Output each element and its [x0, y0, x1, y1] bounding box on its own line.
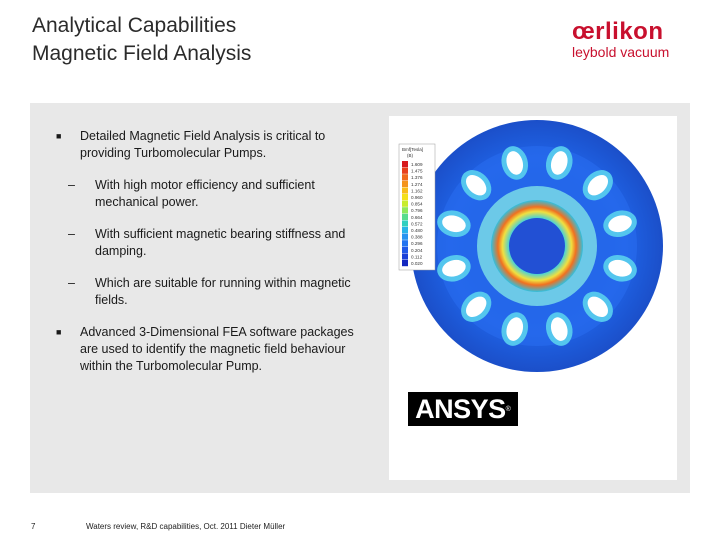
- legend-swatch: [402, 194, 408, 200]
- legend-swatch: [402, 260, 408, 266]
- legend-value: 0.796: [411, 208, 423, 214]
- legend-swatch: [402, 181, 408, 187]
- dash-icon: –: [68, 276, 75, 290]
- legend-swatch: [402, 174, 408, 180]
- logo-brand: œrlikon: [572, 18, 664, 45]
- legend-title: Bmf[Tesla]: [402, 147, 424, 152]
- sub-bullet-item: [52, 275, 362, 309]
- rotor-core: [509, 218, 565, 274]
- bullet-item: [52, 128, 362, 162]
- legend-value: 0.296: [411, 241, 423, 247]
- legend-swatch: [402, 161, 408, 167]
- legend-value: 0.960: [411, 195, 423, 200]
- sub-bullet-text: With high motor efficiency and sufficient mechanical power.: [95, 178, 315, 209]
- title-line-2: Magnetic Field Analysis: [32, 42, 252, 65]
- legend-value: 0.480: [411, 228, 423, 233]
- bullet-square-icon: ■: [56, 327, 62, 337]
- company-logo: [572, 20, 669, 60]
- legend-value: 1.475: [411, 168, 423, 174]
- legend-value: 0.664: [411, 214, 423, 220]
- ansys-label: ANSYS: [415, 393, 506, 424]
- sub-bullet-item: [52, 226, 362, 260]
- legend-swatch: [402, 207, 408, 213]
- slide-title: [32, 12, 251, 68]
- title-line-1: Analytical Capabilities: [32, 14, 237, 37]
- legend-value: 1.162: [411, 188, 423, 194]
- legend-value: 0.112: [411, 254, 423, 260]
- legend-value: 0.020: [411, 261, 423, 266]
- legend-value: 0.854: [411, 201, 423, 207]
- legend-swatch: [402, 247, 408, 253]
- legend-subtitle: (B): [407, 153, 413, 158]
- legend-value: 0.204: [411, 247, 423, 253]
- sub-bullet-text: With sufficient magnetic bearing stiffness and damping.: [95, 227, 346, 258]
- legend-swatch: [402, 220, 408, 226]
- logo-subtitle: leybold vacuum: [572, 44, 670, 60]
- fea-figure: [389, 116, 677, 480]
- dash-icon: –: [68, 227, 75, 241]
- page-number: 7: [31, 522, 36, 531]
- legend-swatch: [402, 201, 408, 207]
- legend-swatch: [402, 253, 408, 259]
- bullet-square-icon: ■: [56, 131, 62, 141]
- legend-value: 1.376: [411, 175, 423, 181]
- bullet-text: Detailed Magnetic Field Analysis is critical to providing Turbomolecular Pumps.: [80, 129, 326, 160]
- dash-icon: –: [68, 178, 75, 192]
- sub-bullet-item: [52, 177, 362, 211]
- bullet-item: [52, 324, 362, 375]
- footer-text: Waters review, R&D capabilities, Oct. 2011 Dieter Müller: [86, 522, 286, 531]
- legend-value: 1.274: [411, 181, 423, 187]
- bullet-list: [52, 128, 362, 390]
- legend-value: 1.609: [411, 162, 423, 167]
- registered-mark: ®: [505, 405, 511, 413]
- legend-swatch: [402, 234, 408, 240]
- legend-swatch: [402, 214, 408, 220]
- bullet-text: Advanced 3-Dimensional FEA software packages are used to identify the magnetic field behaviour within the Turbomolecular Pump.: [80, 325, 354, 373]
- ansys-logo: [408, 392, 518, 426]
- legend-swatch: [402, 187, 408, 193]
- legend-value: 0.388: [411, 234, 423, 240]
- legend-swatch: [402, 240, 408, 246]
- legend-swatch: [402, 168, 408, 174]
- sub-bullet-text: Which are suitable for running within magnetic fields.: [95, 276, 351, 307]
- legend-value: 0.572: [411, 221, 423, 227]
- legend-swatch: [402, 227, 408, 233]
